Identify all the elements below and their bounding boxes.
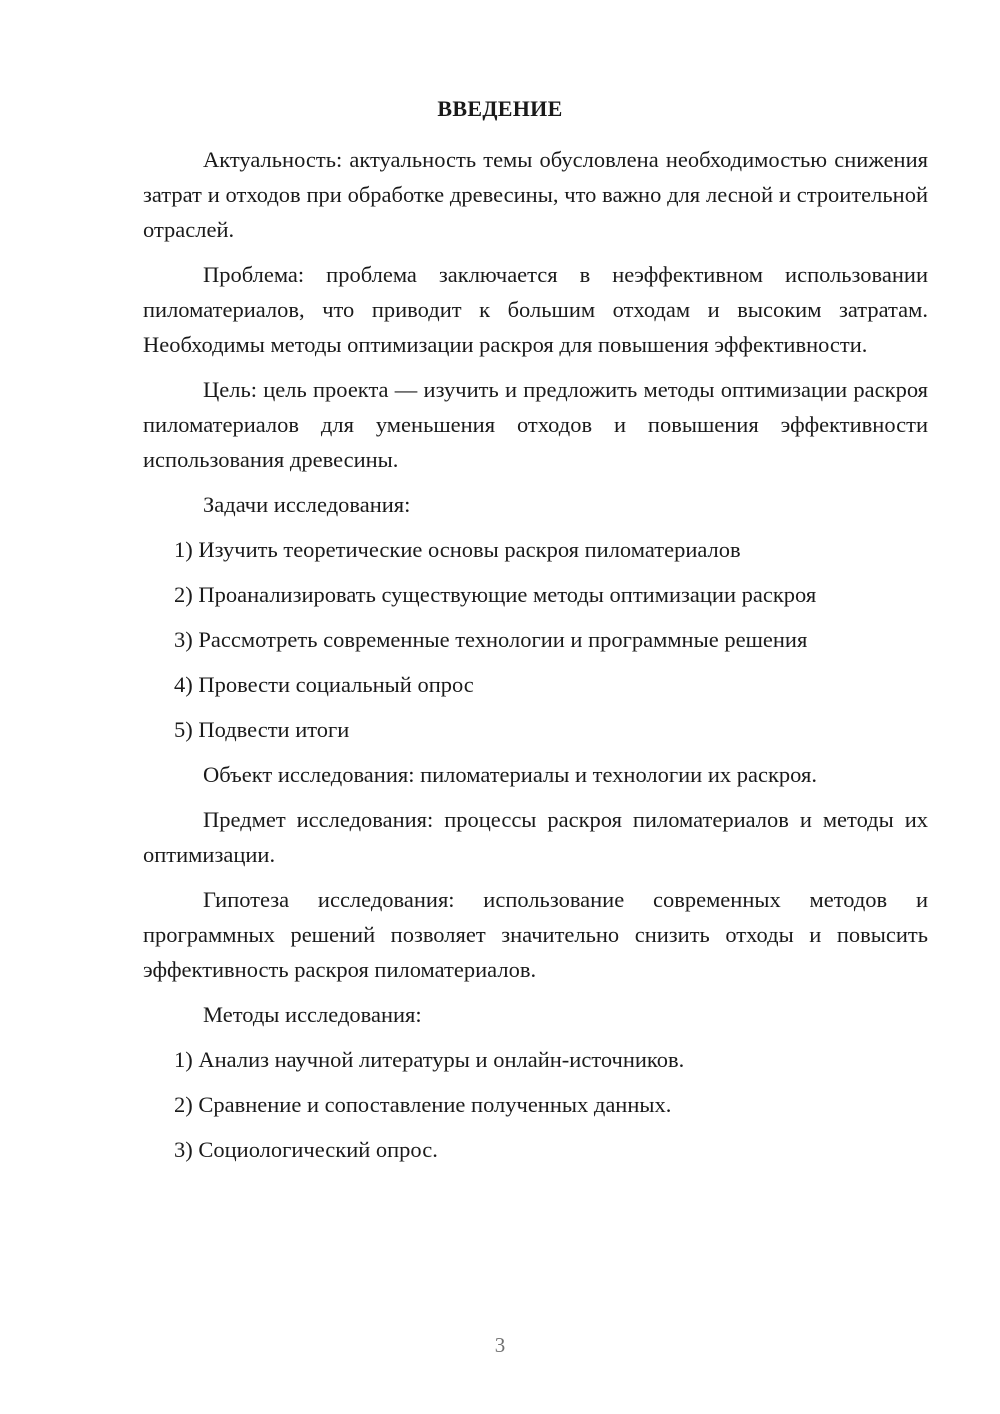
goal-paragraph: Цель: цель проекта — изучить и предложить методы оптимизации раскроя пиломатериалов для уменьшения отходов и повышения эффективности использования древесины. [143, 377, 928, 472]
tasks-heading: Задачи исследования: [203, 492, 411, 517]
methods-heading: Методы исследования: [203, 1002, 422, 1027]
document-body [143, 142, 928, 1177]
problem-paragraph: Проблема: проблема заключается в неэффективном использовании пиломатериалов, что приводит к большим отходам и высоким затратам. Необходимы методы оптимизации раскроя для повышения эффективности. [143, 262, 928, 357]
list-item: 4) Провести социальный опрос [174, 672, 474, 697]
object-paragraph: Объект исследования: пиломатериалы и технологии их раскроя. [203, 762, 817, 787]
list-item: 2) Проанализировать существующие методы оптимизации раскроя [174, 582, 817, 607]
methods-list [143, 1042, 928, 1167]
relevance-paragraph: Актуальность: актуальность темы обусловлена необходимостью снижения затрат и отходов при обработке древесины, что важно для лесной и строительной отраслей. [143, 147, 928, 242]
hypothesis-paragraph: Гипотеза исследования: использование современных методов и программных решений позволяет значительно снизить отходы и повысить эффективность раскроя пиломатериалов. [143, 887, 928, 982]
list-item: 3) Рассмотреть современные технологии и программные решения [174, 627, 808, 652]
tasks-list [143, 532, 928, 747]
list-item: 5) Подвести итоги [174, 717, 350, 742]
list-item: 3) Социологический опрос. [174, 1137, 438, 1162]
list-item: 2) Сравнение и сопоставление полученных данных. [174, 1092, 672, 1117]
list-item: 1) Анализ научной литературы и онлайн-источников. [174, 1047, 685, 1072]
list-item: 1) Изучить теоретические основы раскроя пиломатериалов [174, 537, 741, 562]
page-title: ВВЕДЕНИЕ [437, 96, 563, 121]
page-number: 3 [494, 1333, 506, 1357]
subject-paragraph: Предмет исследования: процессы раскроя пиломатериалов и методы их оптимизации. [143, 807, 928, 867]
